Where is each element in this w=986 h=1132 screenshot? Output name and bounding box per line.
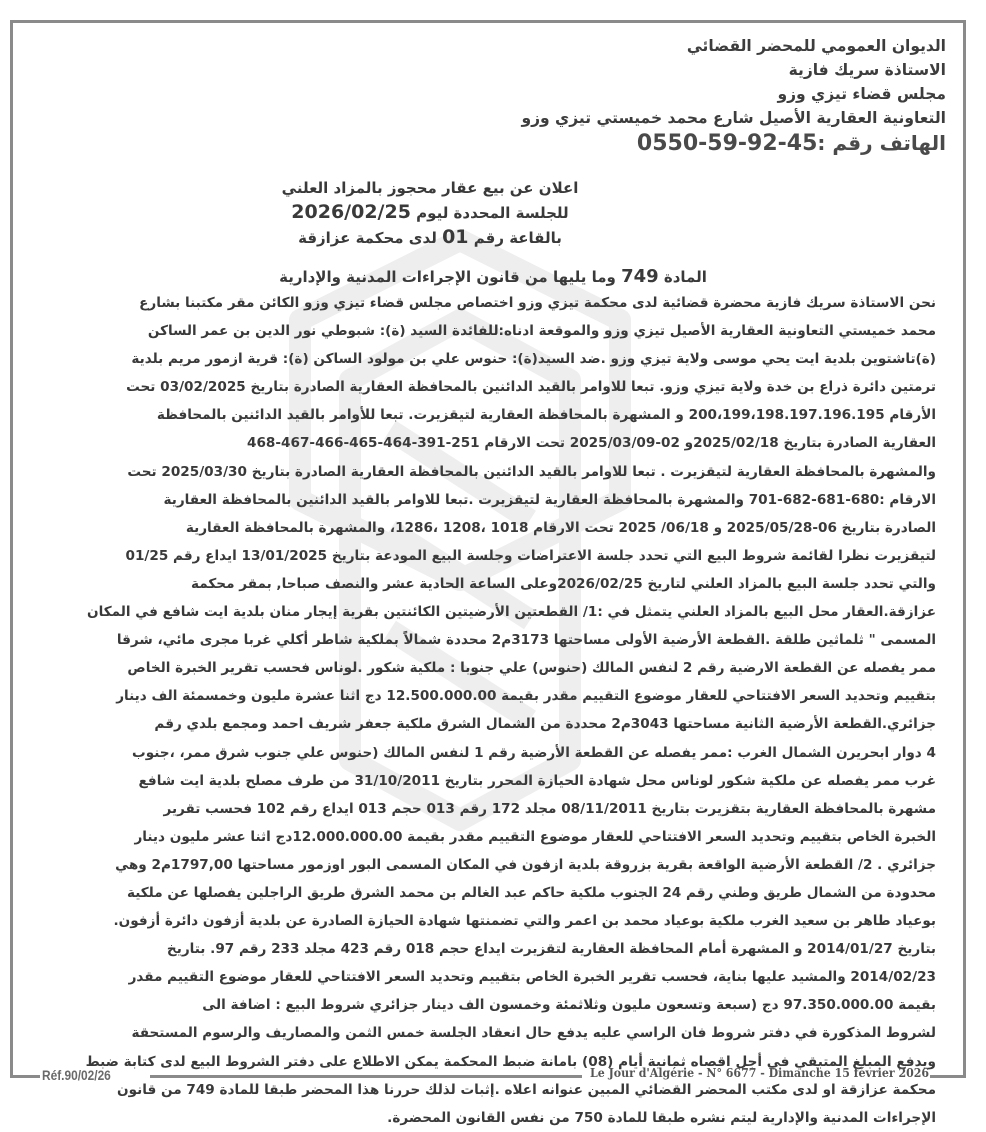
header-address: التعاونية العقارية الأصيل شارع محمد خميستي تيزي وزو — [521, 109, 946, 127]
body-line: محكمة عزازقة او لدى مكتب المحضر القضائي المبين عنوانه اعلاه .إثبات لذلك حررنا هذا المحضر طبقا للمادة 749 من قانون — [117, 1081, 936, 1098]
body-line: لشروط المذكورة في دفتر شروط فان الراسي عليه يدفع حال انعقاد الجلسة خمس الثمن والمصاريف والرسوم المستحقة — [131, 1025, 936, 1042]
body-line: نحن الاستاذة سريك فازية محضرة قضائية لدى محكمة تيزي وزو اختصاص مجلس قضاء تيزي وزو الكائن مقر مكتبنا بشارع — [139, 295, 936, 311]
notice-titles — [210, 176, 650, 250]
footer-rule — [150, 1075, 582, 1078]
body-line: بقيمة 97.350.000.00 دج (سبعة وتسعون مليون وثلاثمئة وخمسون الف دينار جزائري شروط البيع : اضافة الى — [202, 997, 936, 1014]
body-line: ترمتين دائرة ذراع بن خدة ولاية تيزي وزو. تبعا للاوامر بالقيد الدائنين بالمحافظة العقارية الصادرة بتاريخ 03/02/2025 تحت — [126, 379, 936, 396]
header-court: مجلس قضاء تيزي وزو — [777, 85, 946, 103]
article-suffix: وما يليها من قانون الإجراءات المدنية والإدارية — [279, 268, 616, 286]
body-line: الصادرة بتاريخ 06-2025/05/28 و 06/18/ 2025 تحت الارقام 1018 ،1208 ،1286، والمشهرة بالمحافظة العقارية — [185, 519, 936, 536]
hall-prefix: بالقاعة رقم — [473, 229, 562, 247]
bailiff-header — [521, 34, 946, 157]
body-line: ممر يفصله عن القطعة الارضية رقم 2 لنفس المالك (حنوس) علي جنوبا : ملكية شكور .لوناس فحسب تقرير الخبرة الخاص — [127, 660, 936, 677]
reference-number: Réf.90/02/26 — [42, 1067, 111, 1083]
body-line: جزائري . 2/ القطعة الأرضية الواقعة بقرية بزروقة بلدية ازفون في المكان المسمى البور اوزمور مساحتها 1797,00م2 وهي — [115, 856, 936, 873]
header-office: الديوان العمومي للمحضر القضائي — [686, 37, 946, 55]
announcement-title: اعلان عن بيع عقار محجوز بالمزاد العلني — [281, 179, 579, 197]
body-line: محدودة من الشمال طريق وطني رقم 24 الجنوب ملكية حاكم عبد الغالم بن محمد الشرق طريق الراجلين يفصلها عن ملكية — [126, 884, 936, 901]
body-line: 2014/02/23 والمشيد عليها بناية، فحسب تقرير الخبرة الخاص بتقييم وتحديد السعر الافتتاحي للعقار موضوع التقييم مقدر — [128, 969, 936, 986]
phone-number: 0550-59-92-45 — [636, 131, 818, 156]
body-line: والتي تحدد جلسة البيع بالمزاد العلني لتاريخ 2026/02/25وعلى الساعة الحادية عشر والنصف صباحا, بمقر محكمة — [191, 575, 936, 592]
hall-number: 01 — [442, 226, 469, 248]
body-line: عزازقة.العقار محل البيع بالمزاد العلني يتمثل في :1/ القطعتين الأرضيتين الكائنتين بقرية إيجار منان بلدية ايت شافع في المكان — [87, 604, 936, 621]
session-date: 2026/02/25 — [291, 201, 411, 223]
body-line: بتقييم وتحديد السعر الافتتاحي للعقار موضوع التقييم مقدر بقيمة 12.500.000.00 دج اثنا عشرة مليون وخمسمئة الف دينار — [116, 688, 936, 705]
article-number: 749 — [621, 266, 659, 287]
body-line: والمشهرة بالمحافظة العقارية لتيقزيرت . تبعا للاوامر بالقيد الدائنين بالمحافظة العقارية الصادرة بتاريخ 2025/03/30 تحت — [127, 463, 936, 480]
body-line: جزائري.القطعة الأرضية الثانية مساحتها 3043م2 محددة من الشمال الشرق ملكية جعفر شريف احمد ومجمع بلدي رقم — [154, 716, 936, 733]
frame-corner-left — [10, 1064, 40, 1078]
session-label: للجلسة المحددة ليوم — [416, 204, 569, 222]
header-bailiff-name: الاستاذة سريك فازية — [788, 61, 946, 79]
hall-line — [210, 225, 650, 250]
body-line: غرب ممر يفصله عن ملكية شكور لوناس محل شهادة الحيازة المحرر بتاريخ 31/10/2011 من طرف مصلح بلدية ايت شافع — [138, 772, 936, 789]
body-line: بوعياد طاهر بن سعيد الغرب ملكية بوعياد محمد بن اعمر والتي تضمنتها شهادة الحيازة الصادرة عن بلدية أزفون دائرة أزفون. — [113, 913, 936, 930]
body-line: بتاريخ 2014/01/27 و المشهرة أمام المحافظة العقارية لتقزيرت ايداع حجم 018 رقم 423 مجلد 233 رقم 97. بتاريخ — [166, 941, 936, 958]
frame-corner-right — [930, 1064, 966, 1078]
newspaper-credit: Le Jour d'Algérie - N° 6677 - Dimanche 15 février 2026 — [590, 1065, 930, 1080]
hall-suffix: لدى محكمة عزازقة — [298, 229, 437, 247]
body-line: الإجراءات المدنية والإدارية ليتم نشره طبقا للمادة 750 من نفس القانون المحضرة. — [387, 1109, 936, 1126]
body-line: لتيقزيرت نظرا لقائمة شروط البيع التي تحدد جلسة الاعتراضات وجلسة البيع المودعة بتاريخ 13/01/2025 ايداع رقم 01/25 — [125, 547, 936, 564]
legal-article-line — [0, 266, 986, 288]
body-line: الخبرة الخاص بتقييم وتحديد السعر الافتتاحي للعقار موضوع التقييم مقدر بقيمة 12.000.000.00دج اثنا عشر مليون دينار — [134, 828, 936, 845]
notice-footer — [10, 1064, 966, 1088]
header-phone — [521, 130, 946, 157]
body-line: الارقام :680-681-682-701 والمشهرة بالمحافظة العقارية لتيقزيرت .تبعا للاوامر بالقيد الدائنين بالمحافظة العقارية — [163, 491, 936, 508]
body-line: مشهرة بالمحافظة العقارية بتقزيرت بتاريخ 08/11/2011 مجلد 172 رقم 013 حجم 013 ايداع رقم 102 فحسب تقرير — [163, 800, 936, 817]
body-line: (ة)تاشتوين بلدية ايت يحي موسى ولاية تيزي وزو .ضد السيد(ة): حنوس علي بن مولود الساكن (ة): قرية ازمور مريم بلدية — [131, 351, 936, 368]
article-prefix: المادة — [663, 268, 707, 286]
body-line: الأرقام 200،199،198.197.196.195 و المشهرة بالمحافظة العقارية لتيقزيرت. تبعا للأوامر بالقيد الدائنين بالمحافظة — [156, 407, 936, 424]
notice-body — [40, 289, 936, 1132]
body-line: ويدفع المبلغ المتبقي في أجل اقصاه ثمانية أيام (08) بامانة ضبط المحكمة يمكن الاطلاع على دفتر الشروط البيع لدى كتابة ضبط — [85, 1053, 936, 1070]
body-line: المسمى " ثلماثين طلقة .القطعة الأرضية الأولى مساحتها 3173م2 محددة شمالاً بملكية شاطر أكلي غربا مجرى مائي، شرقا — [116, 632, 936, 649]
phone-label: الهاتف رقم : — [817, 131, 946, 155]
body-line: العقارية الصادرة بتاريخ 2025/02/18و 02-2025/03/09 تحت الارقام 251-391-464-465-466-467-468 — [246, 435, 936, 452]
body-line: 4 دوار ابحريرن الشمال الغرب :ممر يفصله عن القطعة الأرضية رقم 1 لنفس المالك (حنوس علي جنوب شرق ممر، ،جنوب — [132, 744, 936, 761]
session-line — [210, 200, 650, 225]
body-line: محمد خميستي التعاونية العقارية الأصيل تيزي وزو والموقعة ادناه:للفائدة السيد (ة): شبوطي نور الدين بن عمر الساكن — [147, 323, 936, 340]
